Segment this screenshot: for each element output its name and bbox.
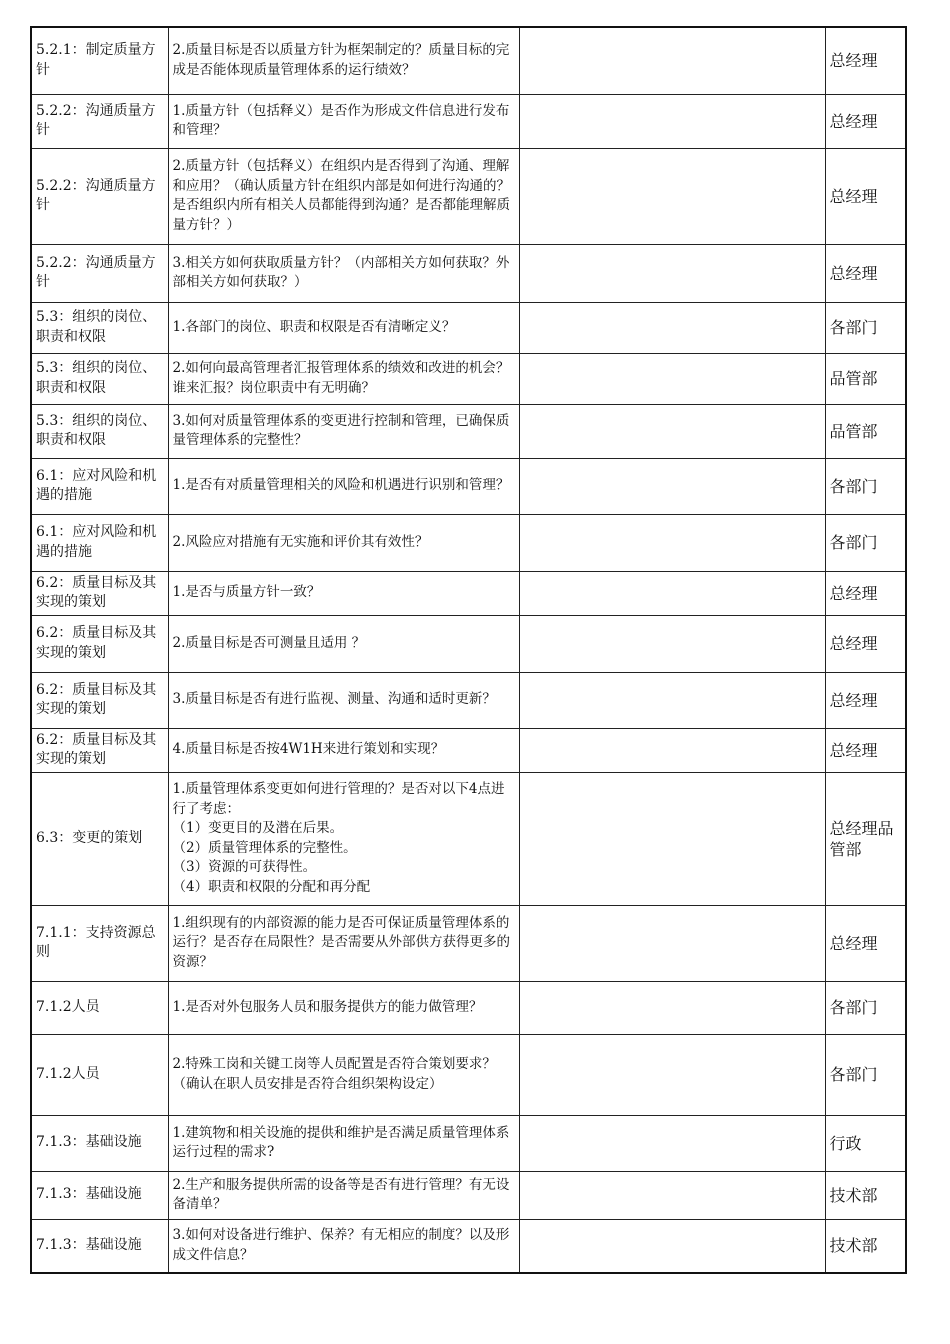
table-row — [31, 615, 906, 672]
department-cell: 各部门 — [825, 1034, 906, 1115]
table-row — [31, 1171, 906, 1219]
evidence-cell — [519, 615, 825, 672]
evidence-cell — [519, 302, 825, 353]
clause-cell: 7.1.2人员 — [31, 1034, 168, 1115]
evidence-cell — [519, 148, 825, 244]
evidence-cell — [519, 353, 825, 404]
clause-cell: 7.1.3：基础设施 — [31, 1219, 168, 1273]
question-cell: 1.是否有对质量管理相关的风险和机遇进行识别和管理？ — [168, 458, 519, 514]
department-cell: 各部门 — [825, 514, 906, 571]
question-cell: 3.如何对质量管理体系的变更进行控制和管理，已确保质量管理体系的完整性？ — [168, 404, 519, 458]
question-cell: 1.质量管理体系变更如何进行管理的？是否对以下4点进行了考虑： （1）变更目的及潜在后果。 （2）质量管理体系的完整性。 （3）资源的可获得性。 （4）职责和权限的分配和再分配 — [168, 772, 519, 905]
question-cell: 3.质量目标是否有进行监视、测量、沟通和适时更新？ — [168, 672, 519, 728]
evidence-cell — [519, 94, 825, 148]
question-cell: 2.生产和服务提供所需的设备等是否有进行管理？有无设备清单？ — [168, 1171, 519, 1219]
department-cell: 总经理 — [825, 728, 906, 772]
evidence-cell — [519, 571, 825, 615]
question-cell: 4.质量目标是否按4W1H来进行策划和实现？ — [168, 728, 519, 772]
clause-cell: 5.2.2：沟通质量方针 — [31, 148, 168, 244]
table-row — [31, 772, 906, 905]
clause-cell: 5.3：组织的岗位、职责和权限 — [31, 353, 168, 404]
clause-cell: 5.2.2：沟通质量方针 — [31, 244, 168, 302]
clause-cell: 6.2：质量目标及其实现的策划 — [31, 728, 168, 772]
question-cell: 1.建筑物和相关设施的提供和维护是否满足质量管理体系运行过程的需求? — [168, 1115, 519, 1171]
department-cell: 各部门 — [825, 302, 906, 353]
department-cell: 总经理品管部 — [825, 772, 906, 905]
evidence-cell — [519, 244, 825, 302]
department-cell: 总经理 — [825, 615, 906, 672]
evidence-cell — [519, 514, 825, 571]
evidence-cell — [519, 1219, 825, 1273]
table-row — [31, 672, 906, 728]
evidence-cell — [519, 404, 825, 458]
department-cell: 品管部 — [825, 353, 906, 404]
evidence-cell — [519, 728, 825, 772]
evidence-cell — [519, 672, 825, 728]
question-cell: 3.如何对设备进行维护、保养？有无相应的制度？以及形成文件信息？ — [168, 1219, 519, 1273]
department-cell: 各部门 — [825, 981, 906, 1034]
department-cell: 技术部 — [825, 1171, 906, 1219]
clause-cell: 6.2：质量目标及其实现的策划 — [31, 615, 168, 672]
evidence-cell — [519, 1034, 825, 1115]
clause-cell: 5.2.1：制定质量方针 — [31, 27, 168, 94]
table-row — [31, 353, 906, 404]
department-cell: 各部门 — [825, 458, 906, 514]
clause-cell: 7.1.3：基础设施 — [31, 1171, 168, 1219]
evidence-cell — [519, 27, 825, 94]
department-cell: 品管部 — [825, 404, 906, 458]
question-cell: 3.相关方如何获取质量方针？（内部相关方如何获取？外部相关方如何获取？） — [168, 244, 519, 302]
department-cell: 总经理 — [825, 27, 906, 94]
question-cell: 2.质量目标是否以质量方针为框架制定的？质量目标的完成是否能体现质量管理体系的运行绩效？ — [168, 27, 519, 94]
table-row — [31, 148, 906, 244]
evidence-cell — [519, 1115, 825, 1171]
evidence-cell — [519, 905, 825, 981]
evidence-cell — [519, 1171, 825, 1219]
department-cell: 总经理 — [825, 571, 906, 615]
question-cell: 1.组织现有的内部资源的能力是否可保证质量管理体系的运行？是否存在局限性？是否需要从外部供方获得更多的资源？ — [168, 905, 519, 981]
clause-cell: 6.2：质量目标及其实现的策划 — [31, 571, 168, 615]
department-cell: 总经理 — [825, 148, 906, 244]
audit-checklist-table — [30, 26, 907, 1274]
clause-cell: 7.1.2人员 — [31, 981, 168, 1034]
department-cell: 总经理 — [825, 905, 906, 981]
clause-cell: 5.2.2：沟通质量方针 — [31, 94, 168, 148]
table-row — [31, 458, 906, 514]
department-cell: 行政 — [825, 1115, 906, 1171]
clause-cell: 7.1.3：基础设施 — [31, 1115, 168, 1171]
clause-cell: 7.1.1：支持资源总则 — [31, 905, 168, 981]
table-row — [31, 302, 906, 353]
table-row — [31, 571, 906, 615]
clause-cell: 6.2：质量目标及其实现的策划 — [31, 672, 168, 728]
question-cell: 2.质量目标是否可测量且适用 ？ — [168, 615, 519, 672]
table-row — [31, 514, 906, 571]
clause-cell: 6.3：变更的策划 — [31, 772, 168, 905]
department-cell: 总经理 — [825, 672, 906, 728]
table-row — [31, 905, 906, 981]
question-cell: 1.是否对外包服务人员和服务提供方的能力做管理？ — [168, 981, 519, 1034]
table-row — [31, 94, 906, 148]
table-row — [31, 244, 906, 302]
clause-cell: 6.1：应对风险和机遇的措施 — [31, 514, 168, 571]
department-cell: 技术部 — [825, 1219, 906, 1273]
clause-cell: 6.1：应对风险和机遇的措施 — [31, 458, 168, 514]
department-cell: 总经理 — [825, 244, 906, 302]
question-cell: 1.各部门的岗位、职责和权限是否有清晰定义？ — [168, 302, 519, 353]
question-cell: 2.特殊工岗和关键工岗等人员配置是否符合策划要求？（确认在职人员安排是否符合组织架构设定） — [168, 1034, 519, 1115]
table-row — [31, 728, 906, 772]
evidence-cell — [519, 981, 825, 1034]
table-row — [31, 27, 906, 94]
table-row — [31, 1034, 906, 1115]
table-row — [31, 981, 906, 1034]
clause-cell: 5.3：组织的岗位、职责和权限 — [31, 404, 168, 458]
evidence-cell — [519, 458, 825, 514]
question-cell: 2.质量方针（包括释义）在组织内是否得到了沟通、理解和应用？（确认质量方针在组织内部是如何进行沟通的？是否组织内所有相关人员都能得到沟通？是否都能理解质量方针？） — [168, 148, 519, 244]
question-cell: 2.如何向最高管理者汇报管理体系的绩效和改进的机会？谁来汇报？岗位职责中有无明确？ — [168, 353, 519, 404]
table-row — [31, 1115, 906, 1171]
table-row — [31, 404, 906, 458]
question-cell: 1.是否与质量方针一致？ — [168, 571, 519, 615]
question-cell: 1.质量方针（包括释义）是否作为形成文件信息进行发布和管理？ — [168, 94, 519, 148]
department-cell: 总经理 — [825, 94, 906, 148]
clause-cell: 5.3：组织的岗位、职责和权限 — [31, 302, 168, 353]
table-row — [31, 1219, 906, 1273]
evidence-cell — [519, 772, 825, 905]
question-cell: 2.风险应对措施有无实施和评价其有效性？ — [168, 514, 519, 571]
